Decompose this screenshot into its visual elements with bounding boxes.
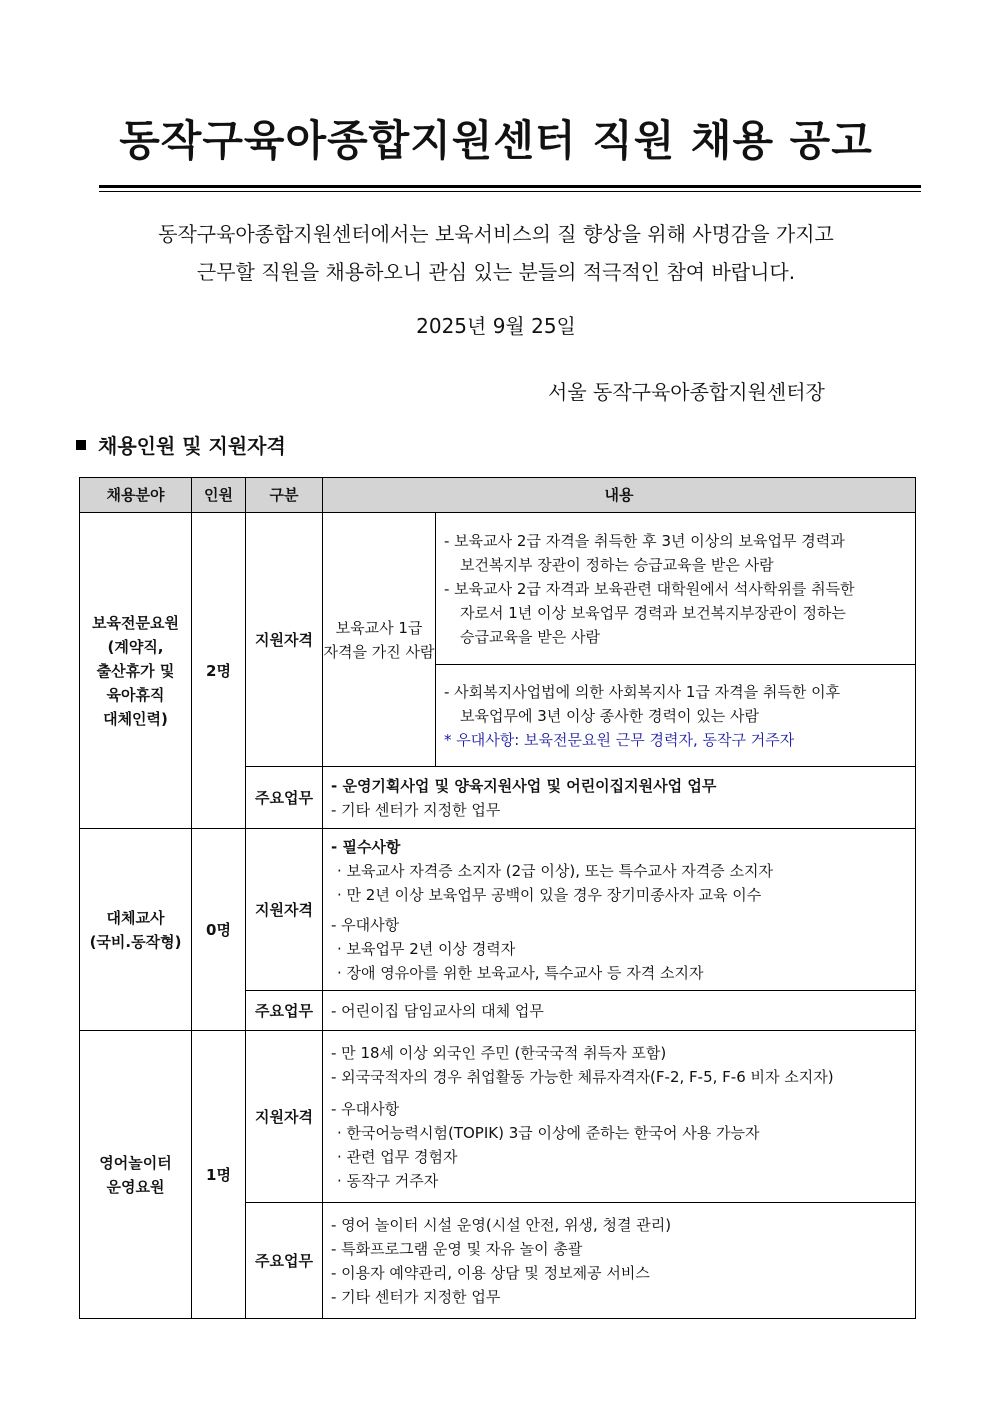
content-line: - 만 18세 이상 외국인 주민 (한국국적 취득자 포함) [331, 1043, 667, 1062]
duty-label-cell: 주요업무 [246, 1203, 323, 1319]
content-line: - 특화프로그램 운영 및 자유 놀이 총괄 [331, 1239, 583, 1258]
title-underline-thin [99, 191, 921, 192]
content-line: · 보육교사 자격증 소지자 (2급 이상), 또는 특수교사 자격증 소지자 [337, 861, 773, 880]
field-line: 출산휴가 및 [96, 661, 175, 680]
qual-sub-line: 보육교사 1급 [335, 618, 423, 637]
content-line: - 사회복지사업법에 의한 사회복지사 1급 자격을 취득한 이후 [444, 682, 841, 701]
content-line: - 우대사항 [331, 915, 400, 934]
duty-label-cell: 주요업무 [246, 767, 323, 829]
content-line: - 기타 센터가 지정한 업무 [331, 1287, 501, 1306]
duty-label-cell: 주요업무 [246, 991, 323, 1031]
count-cell: 2명 [192, 513, 246, 829]
issuer: 서울 동작구육아종합지원센터장 [548, 380, 825, 404]
content-line: 보건복지부 장관이 정하는 승급교육을 받은 사람 [460, 555, 774, 574]
field-cell [80, 1031, 192, 1319]
duty-cell [323, 1203, 916, 1319]
content-line: 승급교육을 받은 사람 [460, 627, 600, 646]
title-underline-thick [99, 185, 921, 188]
count-cell: 0명 [192, 829, 246, 1031]
qual-label-cell: 지원자격 [246, 513, 323, 767]
content-line: · 관련 업무 경험자 [337, 1147, 458, 1166]
content-line: 보육업무에 3년 이상 종사한 경력이 있는 사람 [460, 706, 759, 725]
content-line: - 외국국적자의 경우 취업활동 가능한 체류자격자(F-2, F-5, F-6 비자 소지자) [331, 1067, 834, 1086]
content-line: · 보육업무 2년 이상 경력자 [337, 939, 516, 958]
header-content: 내용 [323, 478, 916, 513]
field-line: 운영요원 [106, 1177, 165, 1196]
table-header-row [80, 478, 916, 513]
content-line: · 한국어능력시험(TOPIK) 3급 이상에 준하는 한국어 사용 가능자 [337, 1123, 760, 1142]
field-line: (국비.동작형) [89, 932, 182, 951]
intro-line-1: 동작구육아종합지원센터에서는 보육서비스의 질 향상을 위해 사명감을 가지고 [158, 222, 834, 246]
notice-date: 2025년 9월 25일 [416, 314, 576, 338]
page-title: 동작구육아종합지원센터 직원 채용 공고 [119, 116, 873, 165]
content-line: - 우대사항 [331, 1099, 400, 1118]
duty-cell [323, 767, 916, 829]
qual-label-cell: 지원자격 [246, 1031, 323, 1203]
content-line: - 보육교사 2급 자격을 취득한 후 3년 이상의 보육업무 경력과 [444, 531, 845, 550]
section-heading [76, 430, 286, 459]
content-line: - 보육교사 2급 자격과 보육관련 대학원에서 석사학위를 취득한 [444, 579, 855, 598]
field-cell [80, 513, 192, 829]
qual-label-cell: 지원자격 [246, 829, 323, 991]
field-line: 보육전문요원 [92, 613, 179, 632]
content-line: - 어린이집 담임교사의 대체 업무 [331, 1001, 544, 1020]
recruitment-table [79, 477, 916, 1319]
qual-a-cell [436, 513, 916, 665]
count-cell: 1명 [192, 1031, 246, 1319]
table-row [80, 1031, 916, 1203]
preference-note: * 우대사항: 보육전문요원 근무 경력자, 동작구 거주자 [444, 730, 795, 749]
duty-cell [323, 991, 916, 1031]
intro-line-2: 근무할 직원을 채용하오니 관심 있는 분들의 적극적인 참여 바랍니다. [196, 260, 796, 284]
content-line: - 운영기획사업 및 양육지원사업 및 어린이집지원사업 업무 [331, 776, 717, 795]
content-line: 자로서 1년 이상 보육업무 경력과 보건복지부장관이 정하는 [460, 603, 846, 622]
table-row [80, 513, 916, 665]
content-line: · 동작구 거주자 [337, 1171, 439, 1190]
field-line: 영어놀이터 [99, 1153, 172, 1172]
content-line: · 만 2년 이상 보육업무 공백이 있을 경우 장기미종사자 교육 이수 [337, 885, 762, 904]
content-line: - 이용자 예약관리, 이용 상담 및 정보제공 서비스 [331, 1263, 650, 1282]
field-line: 대체교사 [106, 908, 165, 927]
qual-cell [323, 829, 916, 991]
square-bullet-icon [76, 440, 86, 450]
content-line: · 장애 영유아를 위한 보육교사, 특수교사 등 자격 소지자 [337, 963, 704, 982]
content-line: - 영어 놀이터 시설 운영(시설 안전, 위생, 청결 관리) [331, 1215, 672, 1234]
content-line: - 기타 센터가 지정한 업무 [331, 800, 501, 819]
field-line: 육아휴직 [106, 685, 165, 704]
header-field: 채용분야 [80, 478, 192, 513]
header-count: 인원 [192, 478, 246, 513]
field-line: 대체인력) [103, 709, 168, 728]
qual-b-cell [436, 665, 916, 767]
field-line: (계약직, [107, 637, 164, 656]
field-cell [80, 829, 192, 1031]
qual-cell [323, 1031, 916, 1203]
section-title: 채용인원 및 지원자격 [98, 434, 286, 458]
qual-sub-cell [323, 513, 436, 767]
content-line: - 필수사항 [331, 837, 401, 856]
table-row [80, 829, 916, 991]
qual-sub-line: 자격을 가진 사람 [323, 642, 435, 661]
header-category: 구분 [246, 478, 323, 513]
